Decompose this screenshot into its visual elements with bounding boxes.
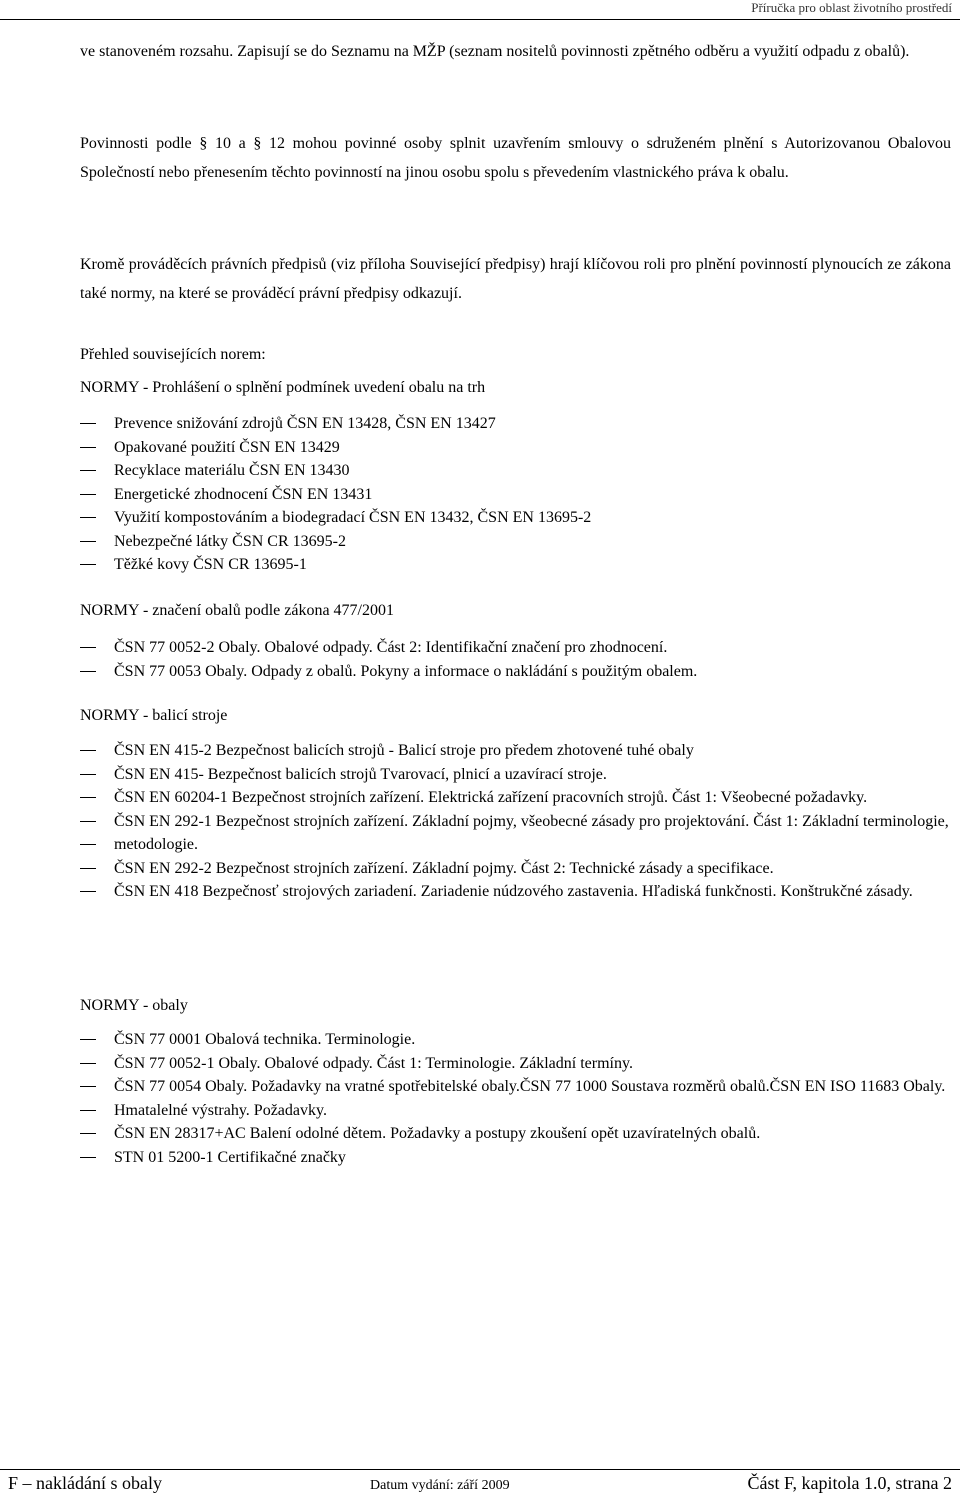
dash-bullet [80,494,96,495]
list-item: ČSN EN 292-2 Bezpečnost strojních zařízení. Základní pojmy. Část 2: Technické zásady a specifikace. [80,857,951,881]
list-item: ČSN EN 418 Bezpečnosť strojových zariadení. Zariadenie núdzového zastavenia. Hľadiská funkčnosti. Konštrukčné zásady. [80,880,951,904]
section-heading-marking: NORMY - značení obalů podle zákona 477/2001 [80,602,394,619]
dash-bullet [80,564,96,565]
paragraph-1: ve stanoveném rozsahu. Zapisují se do Seznamu na MŽP (seznam nositelů povinnosti zpětného odběru a využití odpadu z obalů). [80,43,910,60]
list-item: Prevence snižování zdrojů ČSN EN 13428, ČSN EN 13427 [80,412,951,436]
dash-bullet [80,671,96,672]
dash-bullet [80,517,96,518]
list-item: Využití kompostováním a biodegradací ČSN EN 13432, ČSN EN 13695-2 [80,506,951,530]
list-item: ČSN 77 0054 Obaly. Požadavky na vratné spotřebitelské obaly.ČSN 77 1000 Soustava rozměrů obalů.ČSN EN ISO 11683 Obaly. [80,1075,951,1099]
list-item: ČSN 77 0053 Obaly. Odpady z obalů. Pokyny a informace o nakládání s použitým obalem. [80,660,951,684]
list-item: ČSN 77 0001 Obalová technika. Terminologie. [80,1028,951,1052]
list-item: Nebezpečné látky ČSN CR 13695-2 [80,530,951,554]
running-header: Příručka pro oblast životního prostředí [751,0,952,15]
list-item: Recyklace materiálu ČSN EN 13430 [80,459,951,483]
dash-bullet [80,868,96,869]
list-item: ČSN 77 0052-1 Obaly. Obalové odpady. Část 1: Terminologie. Základní termíny. [80,1052,951,1076]
dash-bullet [80,647,96,648]
dash-bullet [80,821,96,822]
dash-bullet [80,797,96,798]
overview-heading: Přehled souvisejících norem: [80,346,266,363]
dash-bullet [80,891,96,892]
list-item: ČSN EN 292-1 Bezpečnost strojních zařízení. Základní pojmy, všeobecné zásady pro projektování. Část 1: Základní terminologie, [80,810,951,834]
list-item: ČSN EN 415- Bezpečnost balicích strojů Tvarovací, plnicí a uzavírací stroje. [80,763,951,787]
paragraph-2: Povinnosti podle § 10 a § 12 mohou povinné osoby splnit uzavřením smlouvy o sdruženém plnění s Autorizovanou Obalovou Společností nebo přenesením těchto povinností na jinou osobu spolu s převedením vlastnického práva k obalu. [80,135,951,181]
section-heading-declaration: NORMY - Prohlášení o splnění podmínek uvedení obalu na trh [80,379,486,396]
footer-page-number: Část F, kapitola 1.0, strana 2 [747,1473,952,1493]
dash-bullet [80,1157,96,1158]
dash-bullet [80,1063,96,1064]
footer-rule [0,1469,960,1470]
list-item: Hmatalelné výstrahy. Požadavky. [80,1099,951,1123]
marking-list [80,636,951,683]
header-rule [0,19,960,20]
dash-bullet [80,844,96,845]
dash-bullet [80,1110,96,1111]
list-item: ČSN EN 60204-1 Bezpečnost strojních zařízení. Elektrická zařízení pracovních strojů. Část 1: Všeobecné požadavky. [80,786,951,810]
footer-section: F – nakládání s obaly [8,1473,162,1493]
paragraph-3: Kromě prováděcích právních předpisů (viz příloha Související předpisy) hrají klíčovou roli pro plnění povinností plynoucích ze zákona také normy, na které se prováděcí právní předpisy odkazují. [80,256,951,302]
section-heading-machines: NORMY - balicí stroje [80,707,228,724]
list-item: ČSN EN 415-2 Bezpečnost balicích strojů - Balicí stroje pro předem zhotovené tuhé obaly [80,739,951,763]
machines-list [80,739,951,904]
declaration-list [80,412,951,577]
list-item: Energetické zhodnocení ČSN EN 13431 [80,483,951,507]
dash-bullet [80,1086,96,1087]
list-item: metodologie. [80,833,951,857]
dash-bullet [80,423,96,424]
dash-bullet [80,774,96,775]
list-item: STN 01 5200-1 Certifikačné značky [80,1146,951,1170]
list-item: Těžké kovy ČSN CR 13695-1 [80,553,951,577]
dash-bullet [80,541,96,542]
dash-bullet [80,1039,96,1040]
list-item: ČSN EN 28317+AC Balení odolné dětem. Požadavky a postupy zkoušení opět uzavíratelných obalů. [80,1122,951,1146]
section-heading-packaging: NORMY - obaly [80,997,188,1014]
footer-date: Datum vydání: září 2009 [370,1478,510,1493]
dash-bullet [80,1133,96,1134]
dash-bullet [80,750,96,751]
packaging-list [80,1028,951,1169]
dash-bullet [80,447,96,448]
dash-bullet [80,470,96,471]
list-item: ČSN 77 0052-2 Obaly. Obalové odpady. Část 2: Identifikační značení pro zhodnocení. [80,636,951,660]
list-item: Opakované použití ČSN EN 13429 [80,436,951,460]
